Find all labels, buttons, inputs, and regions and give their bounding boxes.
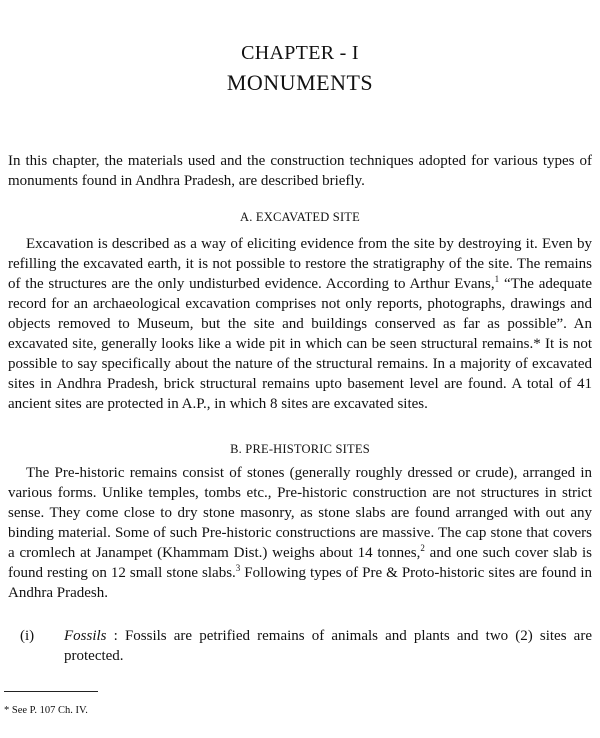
excavated-site-paragraph: [8, 234, 592, 414]
footnote: * See P. 107 Ch. IV.: [4, 705, 88, 716]
excavated-site-text-1: Excavation is described as a way of eliciting evidence from the site by destroying it. Even by refilling the excavated earth, it is not possible to restore the stratigraphy of the site. The remains of the structures are the only undisturbed evidence. According to Arthur Evans,: [8, 236, 592, 292]
section-heading-pre-historic-sites: B. PRE-HISTORIC SITES: [230, 442, 370, 456]
footnote-ref-2: 2: [420, 543, 425, 553]
excavated-site-text-2: “The adequate record for an archaeological excavation comprises not only reports, photographs, drawings and objects removed to Museum, but the site and buildings conserved as far as possible”. An excavated site, generally looks like a wide pit in which can be seen structural remains.* It is not possible to say specifically about the nature of the structural remains. In a majority of excavated sites in Andhra Pradesh, brick structural remains upto basement level are found. A total of 41 ancient sites are protected in A.P., in which 8 sites are excavated sites.: [8, 276, 592, 412]
list-item-fossils: [20, 626, 592, 666]
list-item-separator: :: [106, 628, 125, 644]
list-item-body: [64, 626, 592, 666]
chapter-heading: [0, 40, 600, 98]
section-heading-excavated-site: A. EXCAVATED SITE: [240, 210, 360, 224]
pre-historic-text-1: The Pre-historic remains consist of stones (generally roughly dressed or crude), arranged in various forms. Unlike temples, tombs etc., Pre-historic construction are not structures in strict sense. They come close to dry stone masonry, as stone slabs are found arranged with out any binding material. Some of such Pre-historic constructions are massive. The cap stone that covers a cromlech at Janampet (Khammam Dist.) weighs about 14 tonnes,: [8, 465, 592, 561]
pre-historic-paragraph: [8, 463, 592, 603]
intro-paragraph: In this chapter, the materials used and the construction techniques adopted for various types of monuments found in Andhra Pradesh, are described briefly.: [8, 153, 592, 189]
list-item-marker: (i): [20, 628, 35, 644]
footnote-divider: [4, 691, 98, 692]
pre-historic-text-2: and one such cover slab is found resting on 12 small stone slabs.: [8, 545, 593, 581]
chapter-label: CHAPTER - I: [241, 42, 359, 64]
list-item-term: Fossils: [64, 628, 107, 644]
footnote-ref-1: 1: [494, 274, 500, 284]
chapter-title: MONUMENTS: [226, 70, 374, 95]
footnote-ref-3: 3: [235, 563, 241, 573]
list-item-text: Fossils are petrified remains of animals and plants and two (2) sites are protected.: [64, 628, 592, 664]
pre-historic-text-3: Following types of Pre & Proto-historic sites are found in Andhra Pradesh.: [8, 565, 592, 601]
